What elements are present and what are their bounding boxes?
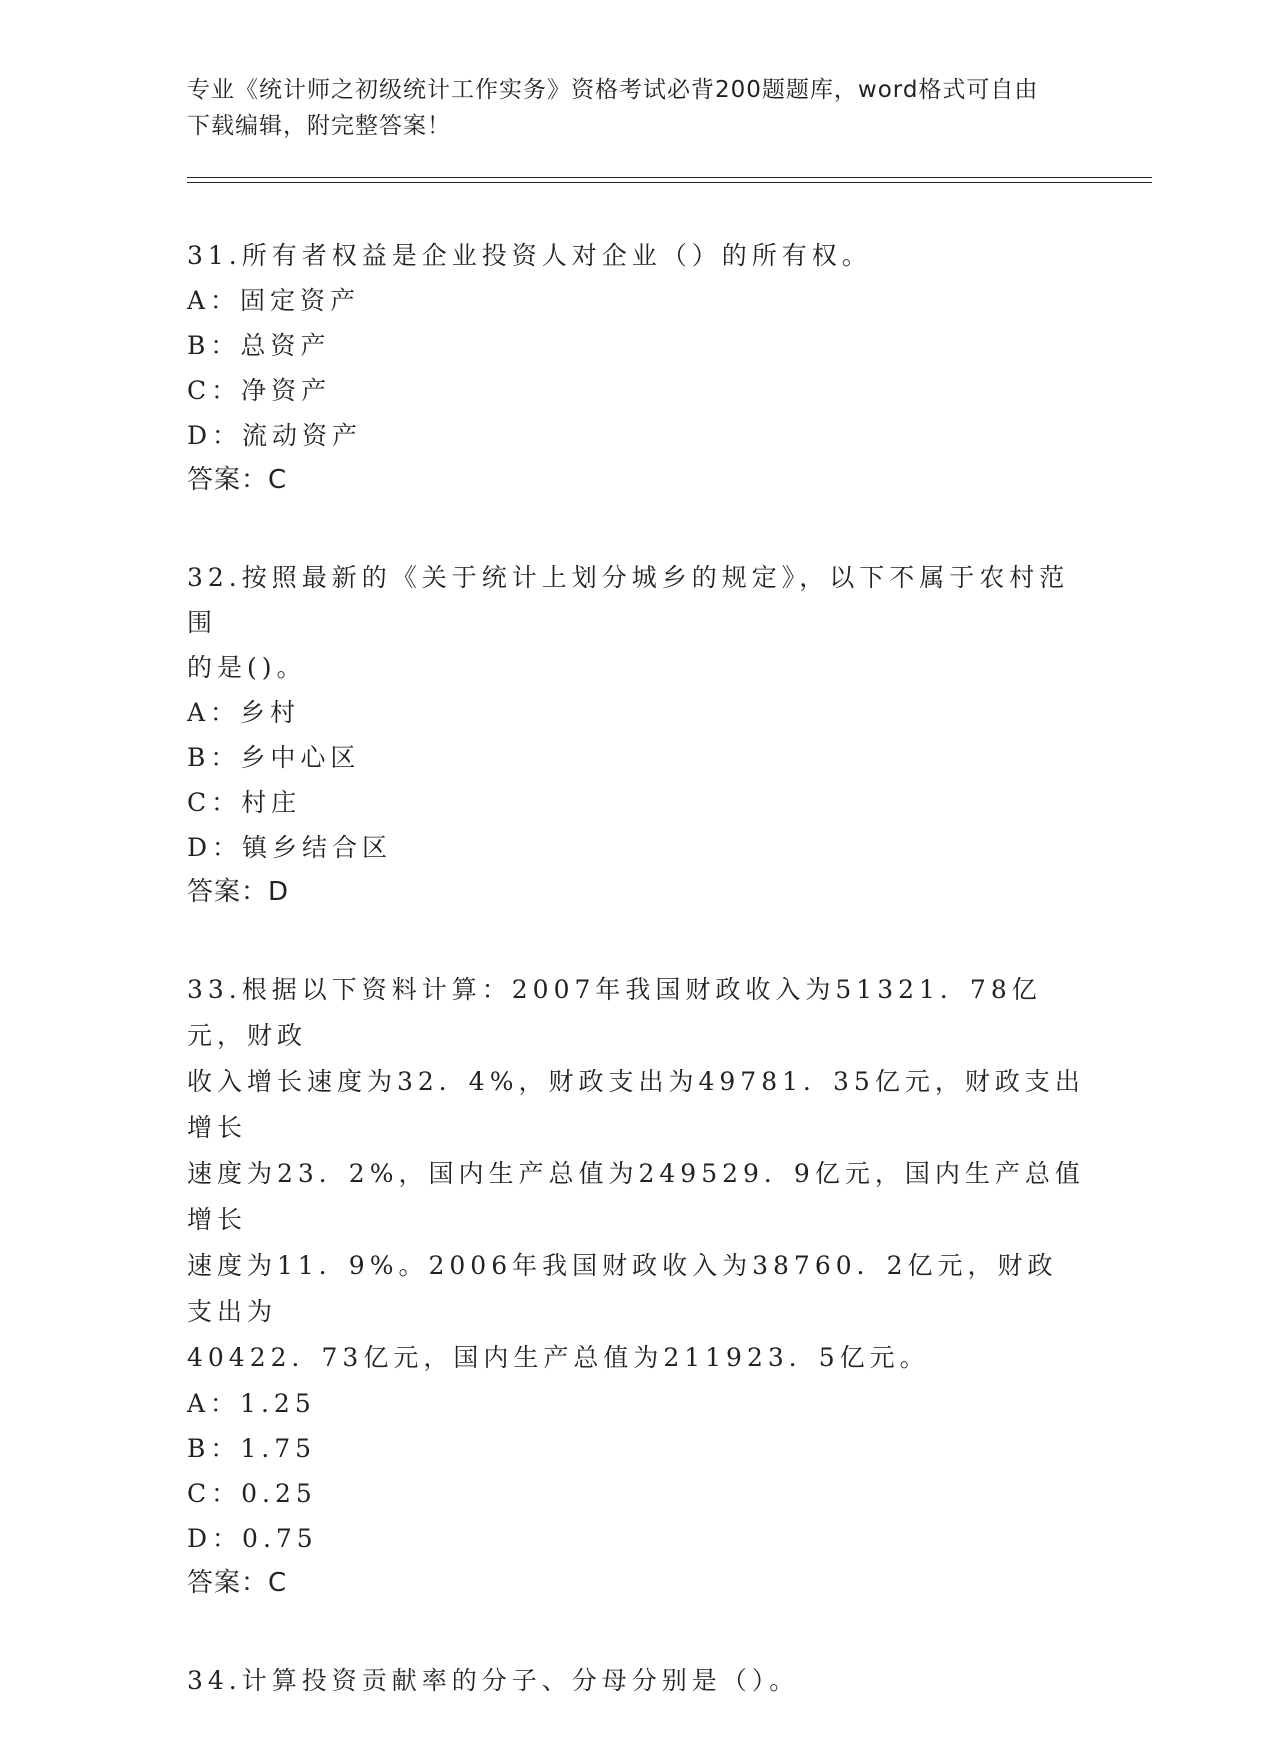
- question-31: [187, 233, 1087, 503]
- question-stem-line-2: 收入增长速度为32．4%，财政支出为49781．35亿元，财政支出增长: [187, 1067, 1085, 1142]
- question-stem-line-5: 40422．73亿元，国内生产总值为211923．5亿元。: [187, 1343, 930, 1372]
- question-stem: 34.计算投资贡献率的分子、分母分别是（）。: [187, 1666, 800, 1695]
- header-divider-bottom: [187, 182, 1152, 183]
- option-a: A：乡村: [187, 698, 301, 727]
- option-b: B：乡中心区: [187, 743, 361, 772]
- answer-label: 答案：C: [187, 465, 288, 495]
- option-a: A：1.25: [187, 1389, 316, 1418]
- option-d: D：0.75: [187, 1524, 318, 1553]
- header-line-2: 下载编辑，附完整答案！: [187, 113, 451, 139]
- header-line-1: 专业《统计师之初级统计工作实务》资格考试必背200题题库，word格式可自由: [187, 77, 1039, 103]
- answer-label: 答案：C: [187, 1568, 288, 1598]
- question-stem-line-4: 速度为11．9%。2006年我国财政收入为38760．2亿元，财政支出为: [187, 1251, 1058, 1326]
- question-34: [187, 1658, 1087, 1703]
- option-b: B：1.75: [187, 1434, 317, 1463]
- document-header: [187, 72, 1087, 144]
- question-32: [187, 555, 1087, 915]
- option-d: D：镇乡结合区: [187, 833, 393, 862]
- question-list: [187, 233, 1087, 1755]
- question-stem-line-1: 32.按照最新的《关于统计上划分城乡的规定》，以下不属于农村范围: [187, 563, 1070, 637]
- question-stem: 31.所有者权益是企业投资人对企业（）的所有权。: [187, 241, 872, 270]
- question-stem-line-1: 33.根据以下资料计算：2007年我国财政收入为51321．78亿元，财政: [187, 975, 1042, 1050]
- option-b: B：总资产: [187, 331, 331, 360]
- question-stem-line-3: 速度为23．2%，国内生产总值为249529．9亿元，国内生产总值增长: [187, 1159, 1085, 1234]
- option-c: C：0.25: [187, 1479, 317, 1508]
- header-divider-top: [187, 177, 1152, 178]
- option-c: C：村庄: [187, 788, 302, 817]
- question-stem-line-2: 的是()。: [187, 653, 307, 682]
- option-c: C：净资产: [187, 376, 332, 405]
- option-d: D：流动资产: [187, 421, 363, 450]
- answer-label: 答案：D: [187, 877, 290, 907]
- question-33: [187, 967, 1087, 1606]
- option-a: A：固定资产: [187, 286, 361, 315]
